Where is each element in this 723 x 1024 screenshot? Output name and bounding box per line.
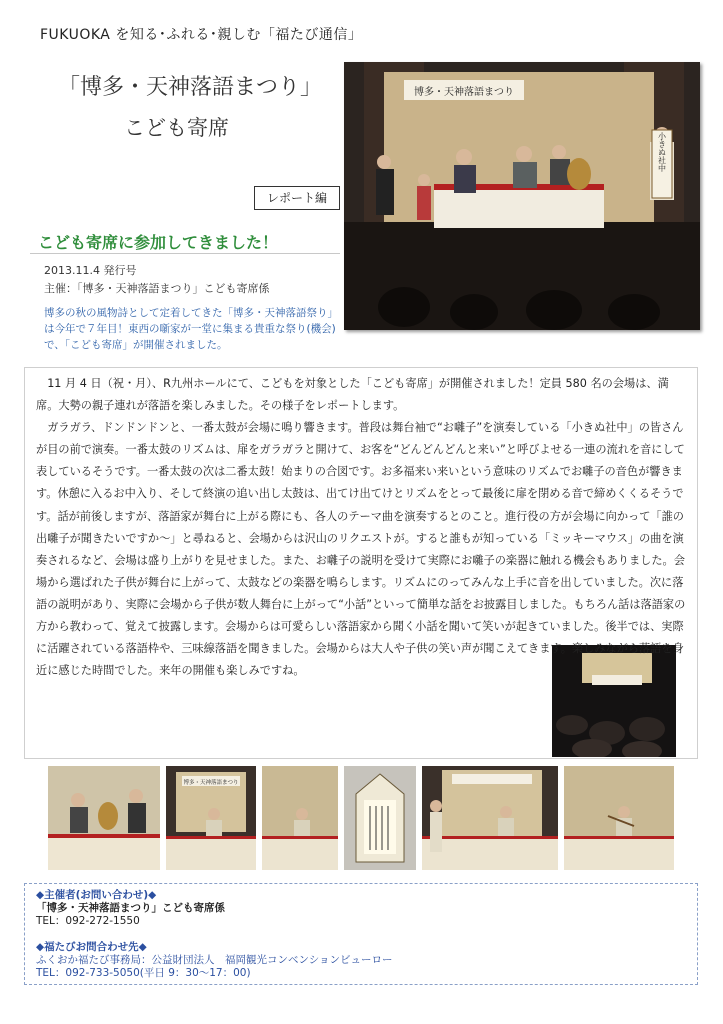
article-paragraph-2: ガラガラ、ドンドンドンと、一番太鼓が会場に鳴り響きます。普段は舞台袖で“お囃子”を演奏している「小きぬ社中」の皆さんが目の前で演奏。一番太鼓のリズムは、扉をガラガラと開けて、お客を“どんどんどんと来い”と呼びよせる一連の流れを音にして表しているそうです。一番太鼓の次は二番太鼓！始まりの合図です。お多福来い来いという意味のリズムでお囃子の音色が響きます。休憩に入るお中入り、そして終演の追い出し太鼓は、出てけ出てけとリズムをとって最後に扉を閉める音で締めくくるそうです。話が前後しますが、落語家が舞台に上がる際にも、各人のテーマ曲を演奏するとのこと。進行役の方が会場に向かって「誰の出囃子が聞きたいですか～」と尋ねると、会場からは沢山のリクエストが。すると誰もが知っている「ミッキーマウス」の曲を演奏されるなど、会場は盛り上がりを見せました。また、お囃子の説明を受けて実際にお囃子の楽器に触れる機会もありました。会場から選ばれた子供が舞台に上がって、太鼓などの楽器を鳴らします。リズムにのってみんな上手に音を出していました。次に落語の説明があり、実際に会場から子供が数人舞台に上がって“小話”といって簡単な話をお披露目しました。もちろん話は落語家の方から教わって、覚えて披露します。会場からは可愛らしい落語家から聞く小話を聞いて笑いが起きていました。後半では、実際に活躍されている落語枠や、三味線落語を聞きました。会場からは大人や子供の笑い声が聞こえてきます。楽しみながら落語を身近に感じた時間でした。来年の開催も楽しみですね。 [36,421,686,678]
thumb-banner-text: 博多・天神落語まつり [183,780,239,786]
fukutabi-contact-org: ふくおか福たび事務局：公益財団法人 福岡観光コンベンションビューロー [36,954,393,966]
article-paragraph-1: 11 月 4 日（祝・月）、R九州ホールにて、こどもを対象とした「こども寄席」が開催されました！定員 580 名の会場は、満席。大勢の親子連れが落語を楽しみました。その様子をレポートします。 [36,377,669,413]
main-stage-photo [344,62,700,330]
sign-text: 小きぬ社中 [657,132,667,172]
stage-banner-text: 博多・天神落語まつり [414,87,514,98]
fukutabi-contact-heading: ◆福たびお問合わせ先◆ [36,941,147,953]
article-body [36,373,690,682]
thumbnail-photo-6 [564,766,674,870]
intro-paragraph: 博多の秋の風物詩として定着してきた「博多・天神落語祭り」は今年で７年目！東西の噺家が一堂に集まる貴重な祭り(機会)で、「こども寄席」が開催されました。 [44,307,338,351]
heading-divider [30,253,340,254]
organizer-contact-heading: ◆主催者(お問い合わせ)◆ [36,889,157,901]
thumbnail-photo-3 [262,766,338,870]
stage-photo-illustration [344,62,700,330]
newsletter-tagline: FUKUOKA を知る･ふれる･親しむ「福たび通信」 [40,27,363,43]
fukutabi-contact-tel: TEL：092-733-5050(平日 9：30～17：00) [36,967,251,979]
thumbnail-photo-5 [422,766,558,870]
thumbnail-photo-4 [344,766,416,870]
report-heading: こども寄席に参加してきました！ [38,233,279,252]
thumbnail-photo-2 [166,766,256,870]
event-subtitle: こども寄席 [124,116,229,140]
thumbnail-photo-1 [48,766,160,870]
organizer-contact-tel: TEL：092-272-1550 [36,915,140,927]
organizer-contact-name: 「博多・天神落語まつり」こども寄席係 [36,902,225,914]
report-label: レポート編 [254,186,340,210]
organizer-line: 主催：「博多・天神落語まつり」こども寄席係 [44,282,270,295]
issue-date: 2013.11.4 発行号 [44,264,137,277]
event-title: 「博多・天神落語まつり」 [58,75,323,100]
